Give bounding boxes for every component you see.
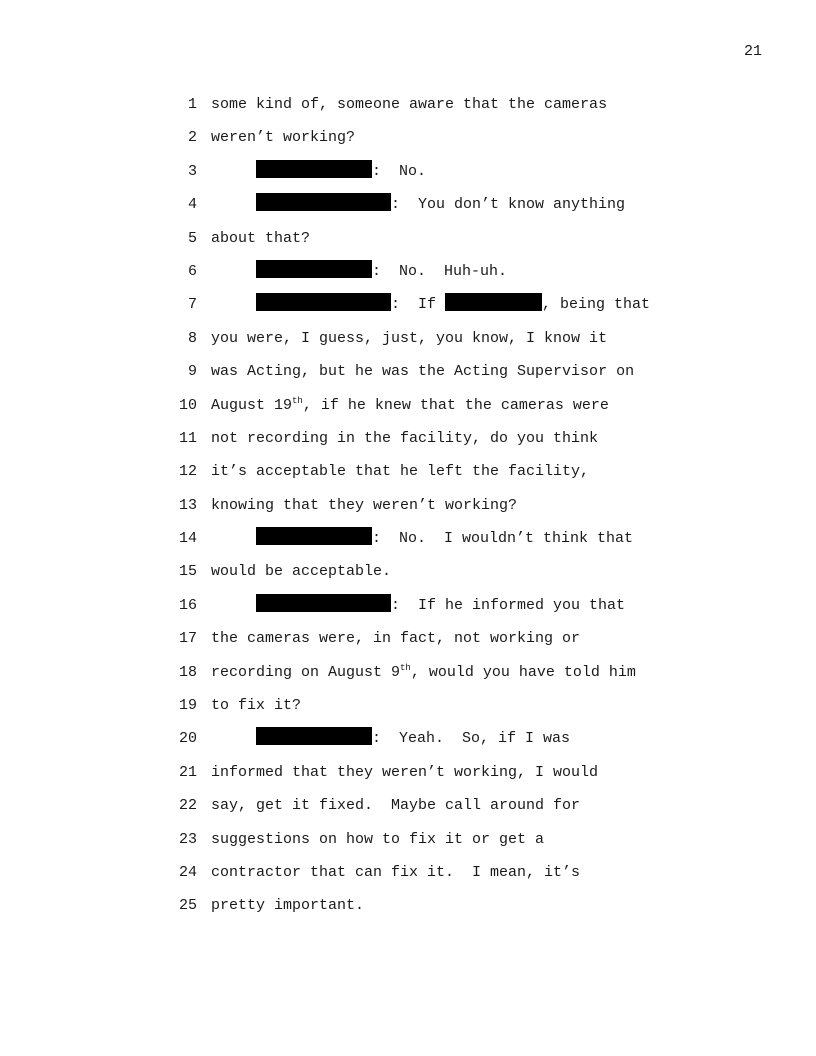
text-segment [211, 163, 256, 180]
superscript: th [400, 662, 411, 673]
line-number: 18 [178, 663, 197, 681]
line-text [211, 392, 609, 419]
text-segment [211, 263, 256, 280]
text-segment: about that? [211, 229, 311, 247]
transcript-line [0, 158, 816, 191]
transcript-line [0, 725, 816, 758]
text-segment: suggestions on how to fix it or get a [211, 830, 545, 848]
line-number: 7 [187, 296, 197, 314]
line-number: 9 [187, 363, 197, 381]
line-number: 19 [178, 697, 197, 715]
line-number: 22 [178, 797, 197, 815]
redaction-box [256, 727, 372, 745]
text-segment: contractor that can fix it. I mean, it’s [211, 863, 581, 881]
redaction-box [256, 527, 372, 545]
transcript-line [0, 492, 816, 525]
text-segment: knowing that they weren’t working? [211, 496, 518, 514]
line-text [211, 692, 301, 719]
superscript: th [292, 395, 303, 406]
line-number: 25 [178, 897, 197, 915]
line-number: 24 [178, 863, 197, 881]
redaction-box [256, 260, 372, 278]
transcript-line [0, 291, 816, 324]
transcript-line [0, 792, 816, 825]
text-segment: : No. I wouldn’t think that [372, 530, 634, 548]
text-segment [211, 296, 256, 313]
transcript-line [0, 625, 816, 658]
transcript-line [0, 392, 816, 425]
line-text [211, 859, 580, 886]
line-text [211, 625, 580, 652]
line-text [211, 225, 310, 252]
line-text [211, 892, 364, 919]
text-segment: pretty important. [211, 897, 365, 915]
line-number: 13 [178, 496, 197, 514]
page-number: 21 [743, 43, 762, 60]
transcript-line [0, 692, 816, 725]
redaction-box [256, 594, 391, 612]
line-number: 11 [178, 429, 197, 447]
text-segment: informed that they weren’t working, I would [211, 763, 599, 781]
line-text [211, 258, 507, 285]
line-text [211, 558, 391, 585]
line-text [211, 759, 598, 786]
text-segment: , being that [542, 296, 651, 314]
text-segment: some kind of, someone aware that the cameras [211, 96, 608, 113]
transcript-line [0, 191, 816, 224]
transcript-line [0, 225, 816, 258]
line-number: 16 [178, 596, 197, 614]
line-text [211, 191, 625, 218]
line-number: 4 [187, 196, 197, 214]
text-segment: would be acceptable. [211, 563, 392, 581]
transcript-line [0, 258, 816, 291]
transcript-line [0, 592, 816, 625]
line-text [211, 325, 607, 352]
transcript-line [0, 892, 816, 925]
transcript-line [0, 325, 816, 358]
line-number: 10 [178, 396, 197, 414]
line-text [211, 458, 589, 485]
transcript-line [0, 525, 816, 558]
line-number: 23 [178, 830, 197, 848]
text-segment: not recording in the facility, do you think [211, 429, 599, 447]
line-number: 15 [178, 563, 197, 581]
text-segment: : If [391, 296, 446, 314]
text-segment: : You don’t know anything [391, 196, 626, 214]
line-text [211, 291, 650, 318]
transcript-line [0, 558, 816, 591]
transcript-line [0, 124, 816, 157]
line-text [211, 425, 598, 452]
line-number: 21 [178, 763, 197, 781]
line-number: 8 [187, 329, 197, 347]
line-text [211, 659, 636, 686]
text-segment [211, 530, 256, 547]
transcript-line [0, 659, 816, 692]
redaction-box [256, 193, 391, 211]
transcript-line [0, 859, 816, 892]
transcript-line [0, 91, 816, 124]
text-segment: , would you have told him [410, 663, 636, 681]
line-text [211, 492, 517, 519]
text-segment: : No. [372, 162, 427, 180]
text-segment [211, 597, 256, 614]
transcript-line [0, 425, 816, 458]
redaction-box [256, 160, 372, 178]
line-number: 2 [187, 129, 197, 147]
line-text [211, 592, 625, 619]
line-number: 3 [187, 162, 197, 180]
text-segment: the cameras were, in fact, not working or [211, 630, 581, 648]
text-segment: : If he informed you that [391, 596, 626, 614]
text-segment: , if he knew that the cameras were [302, 396, 609, 414]
line-text [211, 792, 580, 819]
text-segment: you were, I guess, just, you know, I know it [211, 329, 608, 347]
line-number: 20 [178, 730, 197, 748]
line-text [211, 826, 544, 853]
text-segment: say, get it fixed. Maybe call around for [211, 797, 581, 815]
text-segment: : No. Huh-uh. [372, 262, 508, 280]
text-segment [211, 196, 256, 213]
text-segment: was Acting, but he was the Acting Supervisor on [211, 363, 635, 381]
transcript-line [0, 358, 816, 391]
line-number: 14 [178, 530, 197, 548]
text-segment: it’s acceptable that he left the facility, [211, 463, 590, 481]
line-text [211, 725, 570, 752]
transcript-line [0, 826, 816, 859]
line-text [211, 91, 607, 118]
redaction-box [445, 293, 542, 311]
line-text [211, 358, 634, 385]
text-segment: August 19 [211, 396, 293, 414]
text-segment: : Yeah. So, if I was [372, 730, 571, 748]
transcript-body [0, 91, 816, 926]
line-text [211, 525, 633, 552]
transcript-line [0, 759, 816, 792]
text-segment: weren’t working? [211, 129, 356, 147]
line-number: 17 [178, 630, 197, 648]
text-segment: recording on August 9 [211, 663, 401, 681]
text-segment: to fix it? [211, 697, 302, 715]
text-segment [211, 730, 256, 747]
line-text [211, 158, 426, 185]
line-number: 6 [187, 262, 197, 280]
line-number: 12 [178, 463, 197, 481]
transcript-line [0, 458, 816, 491]
line-number: 5 [187, 229, 197, 247]
redaction-box [256, 293, 391, 311]
line-number: 1 [187, 96, 197, 113]
line-text [211, 124, 355, 151]
